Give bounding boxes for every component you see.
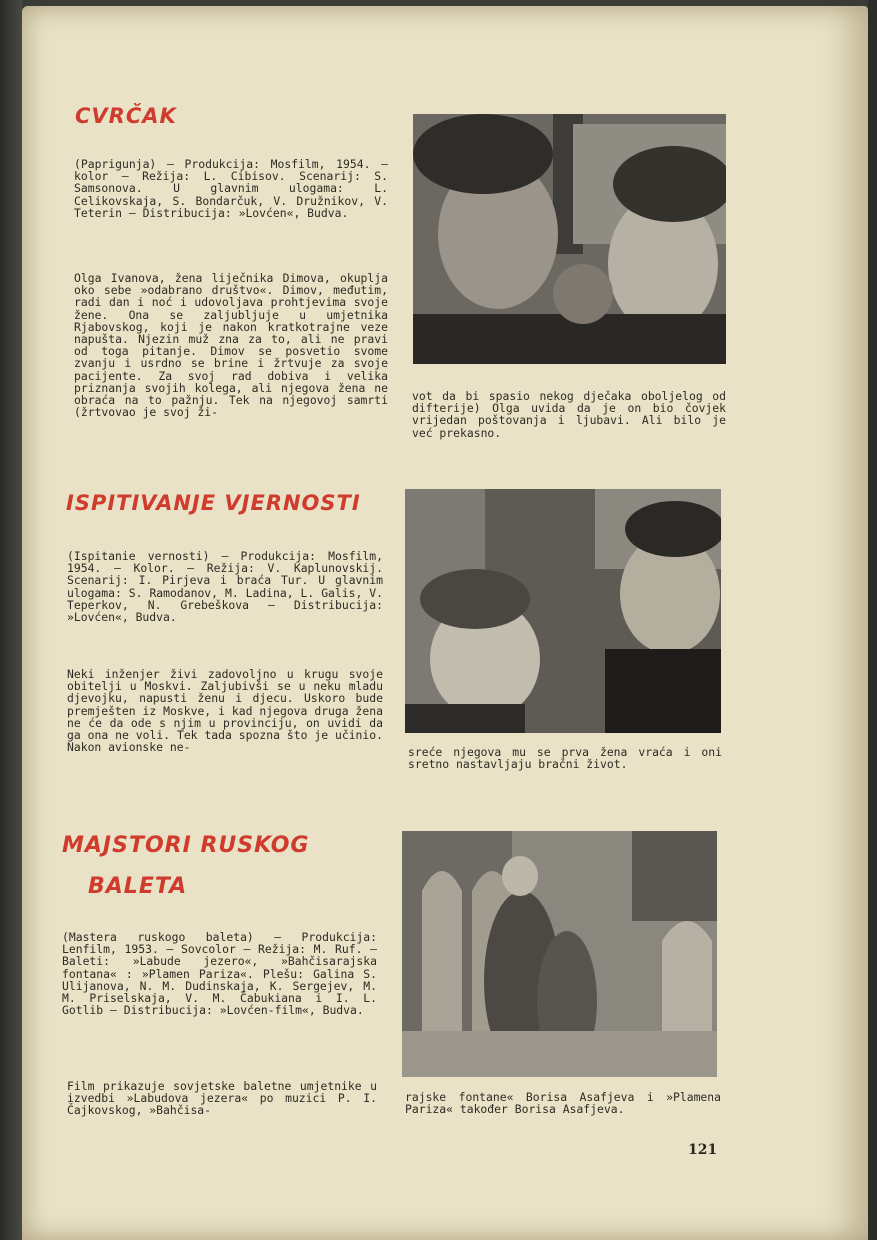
- book-spine: [0, 0, 22, 1240]
- credits-ispitivanje: (Ispitanie vernosti) — Produkcija: Mosfilm, 1954. — Kolor. — Režija: V. Kaplunovskij. Scenarij: I. Pirjeva i braća Tur. U glavnim ulogama: S. Ramodanov, M. Ladina, L. Galis, V. Teperkov, N. Grebeškova — Distribucija: »Lovćen«, Budva.: [67, 549, 383, 625]
- continuation-ispitivanje: sreće njegova mu se prva žena vraća i oni sretno nastavljaju bračni život.: [408, 745, 722, 772]
- section-title-ispitivanje: ISPITIVANJE VJERNOSTI: [66, 491, 361, 515]
- film-still-ballet-image: [402, 831, 717, 1077]
- film-still-couple-image: [405, 489, 721, 733]
- section-title-majstori-line1: MAJSTORI RUSKOG: [62, 833, 310, 858]
- page-number: 121: [688, 1142, 718, 1158]
- credits-cvrcak: (Paprigunja) — Produkcija: Mosfilm, 1954. — kolor — Režija: L. Cibisov. Scenarij: S. Samsonova. U glavnim ulogama: L. Celikovskaja, S. Bondarčuk, V. Družnikov, V. Teterin — Distribucija: »Lovćen«, Budva.: [74, 157, 388, 220]
- body-ispitivanje: Neki inženjer živi zadovoljno u krugu svoje obitelji u Moskvi. Zaljubivši se u neku mladu djevojku, napusti ženu i djecu. Uskoro bude premješten iz Moskve, i kad njegova druga žena ne će da ode s njim u provinciju, on uvidi da ga ona ne voli. Tek tada spozna što je učinio. Nakon avionske ne-: [67, 667, 383, 755]
- body-cvrcak: Olga Ivanova, žena liječnika Dimova, okuplja oko sebe »odabrano društvo«. Dimov, međutim, radi dan i noć i udovoljava prohtjevima svoje žene. Ona se zaljubljuje u umjetnika Rjabovskog, koji je nakon kratkotrajne veze napušta. Njezin muž zna za to, ali ne pravi od toga pitanje. Dimov se posvetio svome zvanju i usrdno se brine i žrtvuje za svoje pacijente. Za svoj rad dobiva i velika priznanja svojih kolega, ali njegova žena ne obraća na to pažnju. Tek na njegovoj samrti (žrtvovao je svoj ži-: [74, 271, 388, 420]
- continuation-majstori: rajske fontane« Borisa Asafjeva i »Plamena Pariza« također Borisa Asafjeva.: [405, 1090, 721, 1117]
- section-title-majstori-line2: BALETA: [88, 874, 188, 899]
- photo-majstori: [402, 831, 717, 1077]
- credits-majstori: (Mastera ruskogo baleta) — Produkcija: Lenfilm, 1953. — Sovcolor — Režija: M. Ruf. — Baleti: »Labude jezero«, »Bahčisarajska fontana« : »Plamen Pariza«. Plešu: Galina S. Ulijanova, N. M. Dudinskaja, K. Sergejev, M. M. Priselskaja, V. M. Čabukiana i I. L. Gotlib — Distribucija: »Lovćen-film«, Budva.: [62, 930, 377, 1018]
- section-title-cvrcak: CVRČAK: [75, 104, 177, 128]
- continuation-cvrcak: vot da bi spasio nekog dječaka oboljelog od difterije) Olga uvida da je on bio čovjek vrijedan poštovanja i ljubavi. Ali bilo je već prekasno.: [412, 389, 726, 440]
- body-majstori: Film prikazuje sovjetske baletne umjetnike u izvedbi »Labudova jezera« po muzici P. I. Čajkovskog, »Bahčisa-: [67, 1079, 377, 1118]
- photo-cvrcak: [413, 114, 726, 364]
- photo-ispitivanje: [405, 489, 721, 733]
- magazine-page: [22, 6, 868, 1240]
- page-right-edge: [868, 0, 877, 1240]
- film-still-couple-image: [413, 114, 726, 364]
